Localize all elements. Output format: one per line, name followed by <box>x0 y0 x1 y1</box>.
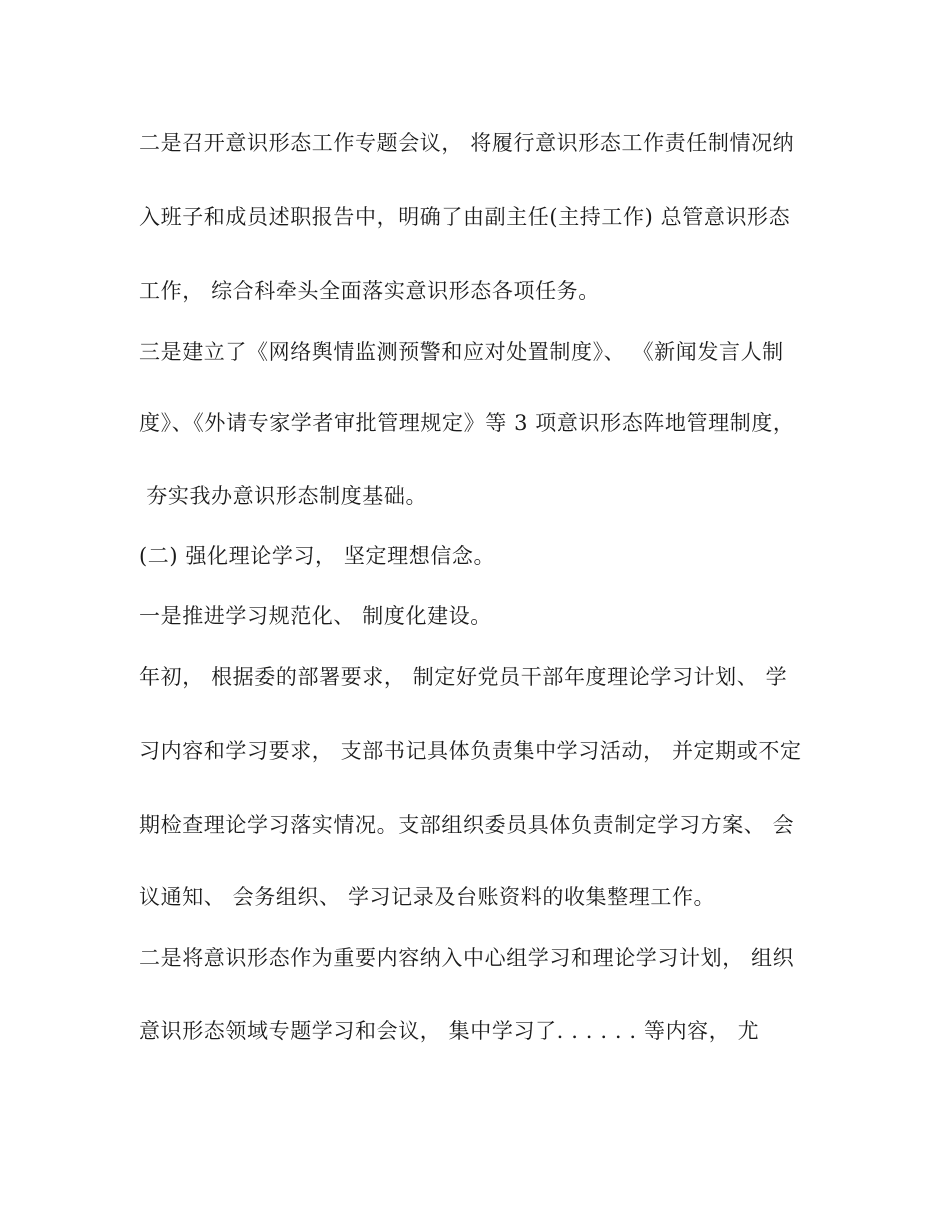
section-heading: (二) 强化理论学习， 坚定理想信念。 <box>139 544 496 568</box>
text-line: 年初， 根据委的部署要求， 制定好党员干部年度理论学习计划、 学 <box>139 665 788 689</box>
text-line: 意识形态领域专题学习和会议， 集中学习了. . . . . . 等内容， 尤 <box>139 1019 760 1043</box>
text-line: 议通知、 会务组织、 学习记录及台账资料的收集整理工作。 <box>139 885 716 909</box>
text-line: 二是召开意识形态工作专题会议， 将履行意识形态工作责任制情况纳 <box>139 131 795 155</box>
text-line: 度》、《外请专家学者审批管理规定》等 3 项意识形态阵地管理制度， <box>139 411 795 435</box>
text-line: 三是建立了《网络舆情监测预警和应对处置制度》、 《新闻发言人制 <box>139 340 784 364</box>
text-line: 二是将意识形态作为重要内容纳入中心组学习和理论学习计划， 组织 <box>139 946 795 970</box>
text-line: 一是推进学习规范化、 制度化建设。 <box>139 604 492 628</box>
text-line: 夯实我办意识形态制度基础。 <box>139 484 428 508</box>
text-line: 习内容和学习要求， 支部书记具体负责集中学习活动， 并定期或不定 <box>139 739 802 763</box>
text-line: 工作， 综合科牵头全面落实意识形态各项任务。 <box>139 279 600 303</box>
text-line: 入班子和成员述职报告中，明确了由副主任(主持工作) 总管意识形态 <box>139 205 791 229</box>
text-line: 期检查理论学习落实情况。支部组织委员具体负责制定学习方案、 会 <box>139 813 795 837</box>
